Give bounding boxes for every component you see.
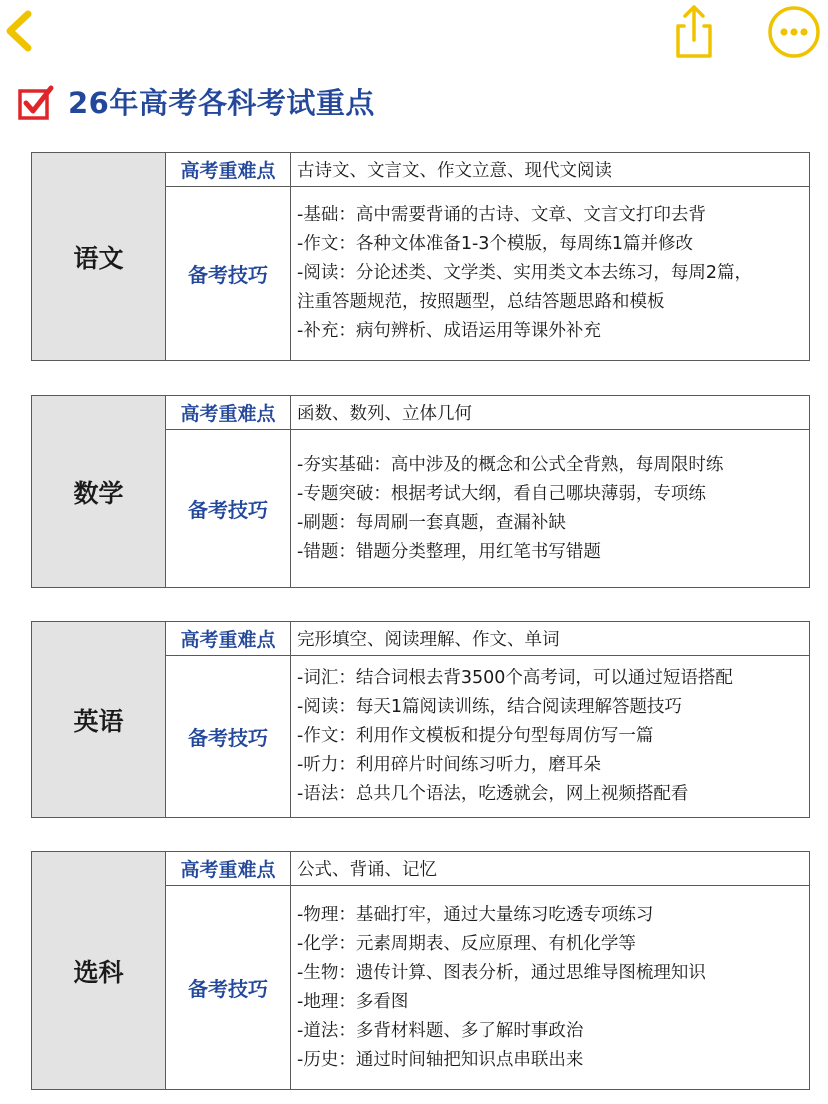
tip-line: -阅读：每天1篇阅读训练，结合阅读理解答题技巧 bbox=[297, 697, 682, 717]
key-points-row bbox=[166, 852, 809, 886]
top-bar bbox=[0, 0, 828, 70]
key-points-label: 高考重难点 bbox=[166, 153, 291, 186]
tip-line: -作文：利用作文模板和提分句型每周仿写一篇 bbox=[297, 726, 654, 746]
study-tips-label: 备考技巧 bbox=[166, 187, 291, 360]
tip-line: -专题突破：根据考试大纲，看自己哪块薄弱，专项练 bbox=[297, 483, 706, 504]
subject-details bbox=[166, 622, 809, 817]
subject-name: 数学 bbox=[32, 396, 166, 587]
key-points-text: 函数、数列、立体几何 bbox=[297, 404, 472, 424]
study-tips-label: 备考技巧 bbox=[166, 886, 291, 1089]
tip-line: -历史：通过时间轴把知识点串联出来 bbox=[297, 1049, 584, 1070]
tip-line: -词汇：结合词根去背3500个高考词，可以通过短语搭配 bbox=[297, 668, 733, 688]
more-icon bbox=[766, 4, 822, 60]
study-tips-row bbox=[166, 430, 809, 587]
subject-name: 英语 bbox=[32, 622, 166, 817]
subject-details bbox=[166, 852, 809, 1089]
key-points-text: 完形填空、阅读理解、作文、单词 bbox=[297, 630, 560, 650]
study-tips-list bbox=[291, 430, 809, 587]
key-points-row bbox=[166, 622, 809, 656]
subject-details bbox=[166, 153, 809, 360]
tip-line: -作文：各种文体准备1-3个模版，每周练1篇并修改 bbox=[297, 234, 694, 254]
key-points-text: 古诗文、文言文、作文立意、现代文阅读 bbox=[297, 161, 612, 181]
checkbox-checked-icon bbox=[18, 85, 54, 121]
chevron-left-icon bbox=[0, 6, 40, 56]
page-title: 26年高考各科考试重点 bbox=[68, 86, 375, 120]
key-points-label: 高考重难点 bbox=[166, 396, 291, 429]
study-tips-label: 备考技巧 bbox=[166, 430, 291, 587]
more-button[interactable] bbox=[766, 4, 822, 60]
subject-table-electives bbox=[31, 851, 810, 1090]
study-tips-label: 备考技巧 bbox=[166, 656, 291, 817]
study-tips-list bbox=[291, 886, 809, 1089]
key-points-text: 公式、背诵、记忆 bbox=[297, 860, 437, 880]
tip-line: -夯实基础：高中涉及的概念和公式全背熟，每周限时练 bbox=[297, 454, 724, 475]
tip-line: -阅读：分论述类、文学类、实用类文本去练习，每周2篇， bbox=[297, 263, 752, 283]
key-points-row bbox=[166, 396, 809, 430]
study-tips-list bbox=[291, 187, 809, 360]
tip-line: -听力：利用碎片时间练习听力，磨耳朵 bbox=[297, 755, 601, 775]
tip-line: -道法：多背材料题、多了解时事政治 bbox=[297, 1020, 584, 1041]
key-points-label: 高考重难点 bbox=[166, 622, 291, 655]
subject-name: 语文 bbox=[32, 153, 166, 360]
subject-name: 选科 bbox=[32, 852, 166, 1089]
key-points-label: 高考重难点 bbox=[166, 852, 291, 885]
tip-line: -刷题：每周刷一套真题，查漏补缺 bbox=[297, 512, 566, 533]
title-row bbox=[18, 80, 375, 126]
subject-table-english bbox=[31, 621, 810, 818]
tip-line: -错题：错题分类整理，用红笔书写错题 bbox=[297, 541, 601, 562]
share-button[interactable] bbox=[664, 2, 724, 62]
study-tips-row bbox=[166, 187, 809, 360]
share-icon bbox=[664, 2, 724, 62]
study-tips-list bbox=[291, 656, 809, 817]
tip-line: -地理：多看图 bbox=[297, 991, 409, 1012]
tip-line: -生物：遗传计算、图表分析，通过思维导图梳理知识 bbox=[297, 962, 706, 983]
tip-line: -化学：元素周期表、反应原理、有机化学等 bbox=[297, 933, 636, 954]
study-tips-row bbox=[166, 886, 809, 1089]
tip-line: -物理：基础打牢，通过大量练习吃透专项练习 bbox=[297, 904, 654, 925]
tip-line: -基础：高中需要背诵的古诗、文章、文言文打印去背 bbox=[297, 205, 706, 225]
subject-table-chinese bbox=[31, 152, 810, 361]
tip-line: -补充：病句辨析、成语运用等课外补充 bbox=[297, 321, 601, 341]
key-points-row bbox=[166, 153, 809, 187]
study-tips-row bbox=[166, 656, 809, 817]
subject-details bbox=[166, 396, 809, 587]
tip-line: 注重答题规范，按照题型，总结答题思路和模板 bbox=[297, 292, 665, 312]
tip-line: -语法：总共几个语法，吃透就会，网上视频搭配看 bbox=[297, 784, 689, 804]
subject-table-math bbox=[31, 395, 810, 588]
back-button[interactable] bbox=[0, 6, 40, 56]
